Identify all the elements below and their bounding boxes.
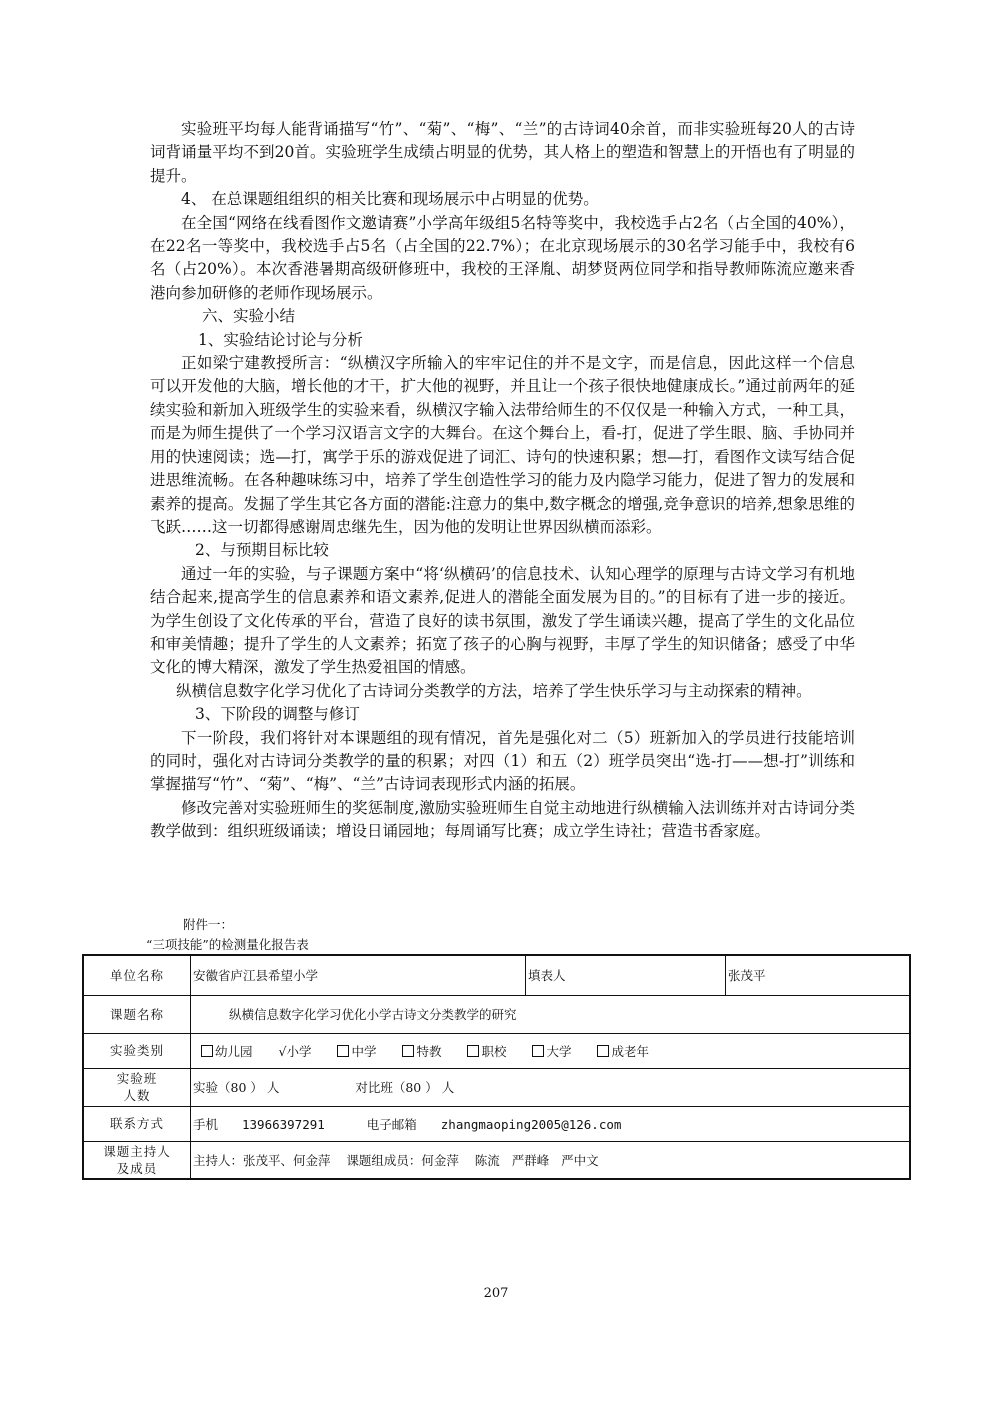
class-size-value: 实验（80 ） 人 对比班（80 ） 人	[191, 1068, 911, 1106]
paragraph: 在全国“网络在线看图作文邀请赛”小学高年级组5名特等奖中，我校选手占2名（占全国的40%），在22名一等奖中，我校选手占5名（占全国的22.7%）；在北京现场展示的30名学习能手中，我校有6名（占20%）。本次香港暑期高级研修班中，我校的王泽胤、胡梦贤两位同学和指导教师陈流应邀来香港向参加研修的老师作现场展示。	[150, 213, 855, 302]
table-row	[83, 1033, 910, 1068]
phone-label: 手机	[193, 1116, 219, 1132]
checkbox-icon	[532, 1045, 544, 1057]
report-table	[82, 954, 911, 1180]
unit-value: 安徽省庐江县希望小学	[191, 955, 526, 995]
attachment-label: 附件一：	[183, 917, 234, 932]
table-row	[83, 1106, 910, 1141]
paragraph: 修改完善对实验班师生的奖惩制度,激励实验班师生自觉主动地进行纵横输入法训练并对古诗词分类教学做到：组织班级诵读；增设日诵园地；每周诵写比赛；成立学生诗社；营造书香家庭。	[150, 798, 855, 841]
option-primary[interactable]: √小学	[278, 1043, 312, 1059]
phone-value: 13966397291	[242, 1116, 325, 1132]
section-heading: 1、实验结论讨论与分析	[198, 330, 363, 349]
table-row	[83, 1141, 910, 1179]
option-middle[interactable]: 中学	[337, 1044, 376, 1059]
option-vocational[interactable]: 职校	[467, 1044, 506, 1059]
table-title: “三项技能”的检测量化报告表	[146, 937, 309, 952]
table-row	[83, 995, 910, 1033]
contact-value	[191, 1106, 911, 1141]
contact-label: 联系方式	[83, 1106, 191, 1141]
checkbox-icon	[402, 1045, 414, 1057]
section-heading: 4、 在总课题组组织的相关比赛和现场展示中占明显的优势。	[181, 190, 599, 209]
table-row	[83, 955, 910, 995]
checkbox-icon	[337, 1045, 349, 1057]
paragraph: 下一阶段，我们将针对本课题组的现有情况，首先是强化对二（5）班新加入的学员进行技能培训的同时，强化对古诗词分类教学的量的积累；对四（1）和五（2）班学员突出“选-打——想-打”训练和掌握描写“竹”、“菊”、“梅”、“兰”古诗词表现形式内涵的拓展。	[150, 728, 855, 794]
host-value: 主持人：张茂平、何金萍 课题组成员：何金萍 陈流 严群峰 严中文	[191, 1141, 911, 1179]
paragraph: 纵横信息数字化学习优化了古诗词分类教学的方法，培养了学生快乐学习与主动探索的精神。	[176, 681, 812, 700]
paragraph: 实验班平均每人能背诵描写“竹”、“菊”、“梅”、“兰”的古诗词40余首，而非实验班每20人的古诗词背诵量平均不到20首。实验班学生成绩占明显的优势，其人格上的塑造和智慧上的开悟也有了明显的提升。	[150, 120, 855, 185]
paragraph: 通过一年的实验，与子课题方案中“将‘纵横码’的信息技术、认知心理学的原理与古诗文学习有机地结合起来,提高学生的信息素养和语文素养,促进人的潜能全面发展为目的。”的目标有了进一步的接近。为学生创设了文化传承的平台，营造了良好的读书氛围，激发了学生诵读兴趣，提高了学生的文化品位和审美情趣；提升了学生的人文素养；拓宽了孩子的心胸与视野，丰厚了学生的知识储备；感受了中华文化的博大精深，激发了学生热爱祖国的情感。	[150, 564, 855, 677]
page-number: 207	[483, 1286, 509, 1301]
section-heading: 六、实验小结	[202, 307, 296, 326]
unit-label: 单位名称	[83, 955, 191, 995]
option-kindergarten[interactable]: 幼儿园	[201, 1044, 253, 1059]
checkbox-icon	[201, 1045, 213, 1057]
checkbox-icon	[467, 1045, 479, 1057]
option-university[interactable]: 大学	[532, 1044, 571, 1059]
topic-label: 课题名称	[83, 995, 191, 1033]
email-label: 电子邮箱	[366, 1116, 417, 1132]
section-heading: 3、下阶段的调整与修订	[195, 705, 360, 724]
checkbox-icon	[597, 1045, 609, 1057]
class-size-label: 实验班 人数	[83, 1068, 191, 1106]
checkmark-icon: √	[278, 1043, 287, 1059]
table-row	[83, 1068, 910, 1106]
host-label: 课题主持人 及成员	[83, 1141, 191, 1179]
email-value: zhangmaoping2005@126.com	[440, 1116, 622, 1132]
category-label: 实验类别	[83, 1033, 191, 1068]
filler-value: 张茂平	[726, 955, 911, 995]
option-special[interactable]: 特教	[402, 1044, 441, 1059]
category-options	[191, 1033, 911, 1068]
section-heading: 2、与预期目标比较	[195, 541, 329, 560]
body-text	[150, 118, 855, 844]
topic-value: 纵横信息数字化学习优化小学古诗文分类教学的研究	[191, 995, 911, 1033]
option-adult[interactable]: 成老年	[597, 1044, 649, 1059]
paragraph: 正如梁宁建教授所言：“纵横汉字所输入的牢牢记住的并不是文字，而是信息，因此这样一个信息可以开发他的大脑，增长他的才干，扩大他的视野，并且让一个孩子很快地健康成长。”通过前两年的延续实验和新加入班级学生的实验来看，纵横汉字输入法带给师生的不仅仅是一种输入方式，一种工具，而是为师生提供了一个学习汉语言文字的大舞台。在这个舞台上，看-打，促进了学生眼、脑、手协同并用的快速阅读；选—打，寓学于乐的游戏促进了词汇、诗句的快速积累；想—打，看图作文读写结合促进思维流畅。在各种趣味练习中，培养了学生创造性学习的能力及内隐学习能力，促进了智力的发展和素养的提高。发掘了学生其它各方面的潜能:注意力的集中,数字概念的增强,竞争意识的培养,想象思维的飞跃……这一切都得感谢周忠继先生，因为他的发明让世界因纵横而添彩。	[150, 354, 855, 536]
filler-label: 填表人	[526, 955, 726, 995]
